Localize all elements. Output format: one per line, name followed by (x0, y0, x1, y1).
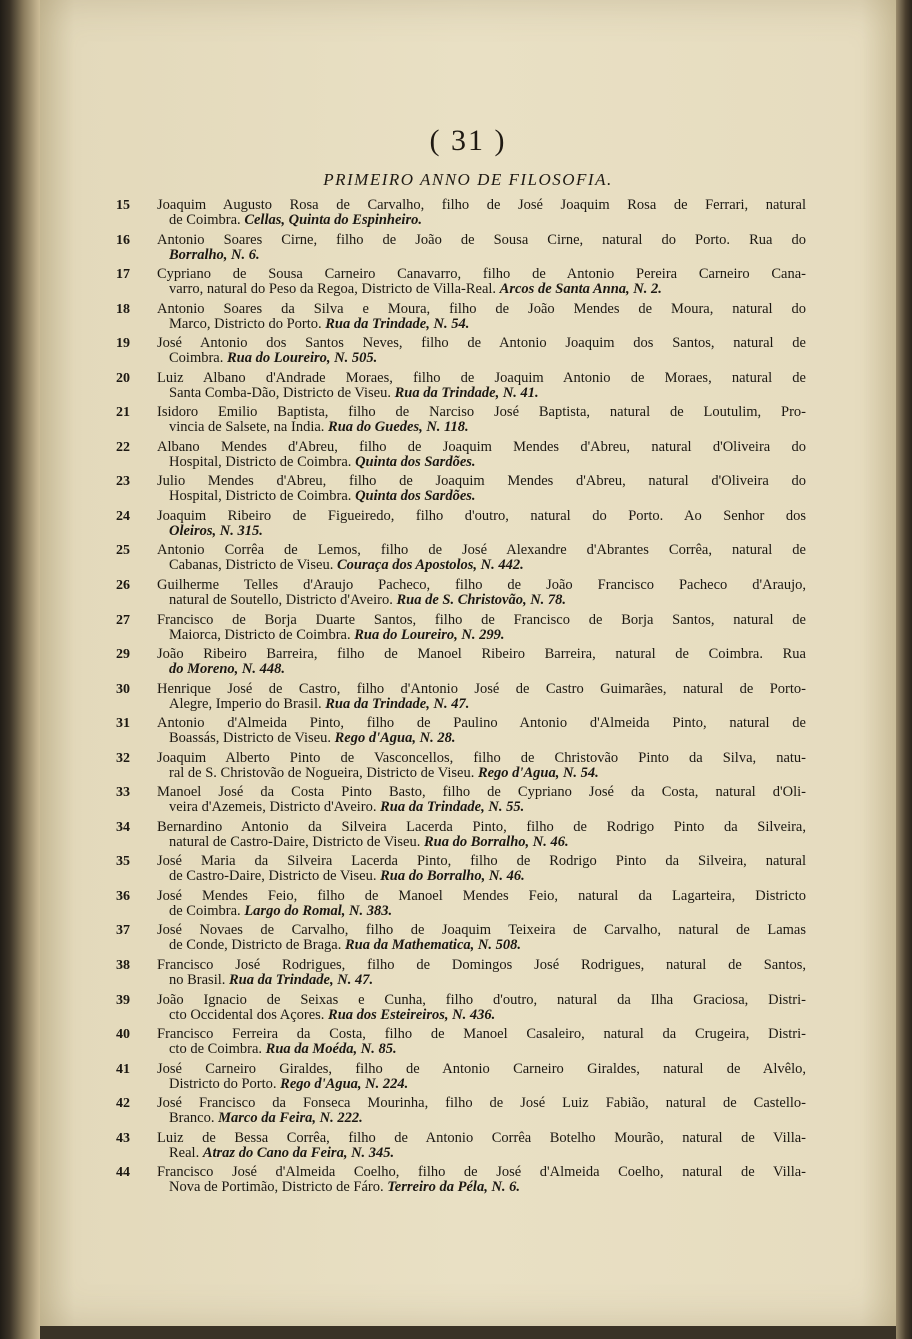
entry-origin: natural de Castro-Daire, Districto de Viseu. (169, 834, 424, 850)
entry-number: 30 (116, 681, 130, 697)
entry-line-2 (169, 248, 806, 263)
entry-line-1: Antonio Corrêa de Lemos, filho de José Alexandre d'Abrantes Corrêa, natural de (157, 543, 806, 559)
student-list (116, 198, 806, 1200)
entry-address: Rego d'Agua, N. 224. (280, 1076, 409, 1092)
entry-origin: cto de Coimbra. (169, 1042, 266, 1058)
entry-line-2 (169, 800, 806, 815)
list-item (116, 543, 806, 578)
entry-address: Oleiros, N. 315. (169, 523, 263, 539)
entry-line-1: Cypriano de Sousa Carneiro Canavarro, filho de Antonio Pereira Carneiro Cana- (157, 267, 806, 283)
entry-number: 21 (116, 405, 130, 421)
entry-line-2 (169, 1008, 806, 1023)
entry-address: Atraz do Cano da Feira, N. 345. (202, 1145, 395, 1161)
book-page (40, 0, 896, 1326)
entry-line-2 (169, 386, 806, 401)
entry-address: Rua da Trindade, N. 47. (229, 973, 374, 989)
entry-line-1: Francisco José Rodrigues, filho de Domingos José Rodrigues, natural de Santos, (157, 958, 806, 974)
entry-line-2 (169, 904, 806, 919)
entry-line-1: Joaquim Alberto Pinto de Vasconcellos, filho de Christovão Pinto da Silva, natu- (157, 750, 806, 766)
entry-number: 35 (116, 854, 130, 870)
list-item (116, 716, 806, 751)
entry-line-2 (169, 869, 806, 884)
entry-number: 18 (116, 301, 130, 317)
entry-origin: Coimbra. (169, 351, 227, 367)
entry-origin: Districto do Porto. (169, 1076, 281, 1092)
entry-line-2 (169, 558, 806, 573)
entry-line-2 (169, 1180, 806, 1195)
entry-address: Rua da Moéda, N. 85. (265, 1042, 397, 1058)
entry-line-2 (169, 662, 806, 677)
page-number: ( 31 ) (429, 124, 507, 157)
entry-address: do Moreno, N. 448. (169, 662, 286, 678)
entry-number: 26 (116, 578, 130, 594)
list-item (116, 1165, 806, 1200)
entry-address: Marco da Feira, N. 222. (218, 1111, 363, 1127)
entry-address: Arcos de Santa Anna, N. 2. (499, 282, 662, 298)
entry-address: Rua da Trindade, N. 41. (394, 385, 539, 401)
entry-number: 29 (116, 647, 130, 663)
entry-address: Terreiro da Péla, N. 6. (387, 1180, 521, 1196)
entry-number: 41 (116, 1061, 130, 1077)
entry-origin: de Conde, Districto de Braga. (169, 938, 345, 954)
entry-line-2 (169, 731, 806, 746)
entry-line-1: Albano Mendes d'Abreu, filho de Joaquim Mendes d'Abreu, natural d'Oliveira do (157, 439, 806, 455)
entry-line-1: Manoel José da Costa Pinto Basto, filho de Cypriano José da Costa, natural d'Oli- (157, 785, 806, 801)
entry-line-1: José Carneiro Giraldes, filho de Antonio Carneiro Giraldes, natural de Alvêlo, (157, 1061, 806, 1077)
entry-address: Quinta dos Sardões. (355, 489, 476, 505)
entry-line-2 (169, 1146, 806, 1161)
entry-line-2 (169, 524, 806, 539)
entry-line-1: José Mendes Feio, filho de Manoel Mendes Feio, natural da Lagarteira, Districto (157, 888, 806, 904)
entry-line-1: Joaquim Augusto Rosa de Carvalho, filho de José Joaquim Rosa de Ferrari, natural (157, 198, 806, 213)
list-item (116, 578, 806, 613)
entry-line-1: Francisco de Borja Duarte Santos, filho de Francisco de Borja Santos, natural de (157, 612, 806, 628)
entry-origin: Hospital, Districto de Coimbra. (169, 489, 356, 505)
entry-line-1: João Ignacio de Seixas e Cunha, filho d'outro, natural da Ilha Graciosa, Distri- (157, 992, 806, 1008)
entry-origin: Cabanas, Districto de Viseu. (169, 558, 337, 574)
entry-number: 31 (116, 716, 130, 732)
entry-origin: de Coimbra. (169, 213, 245, 228)
entry-address: Rua do Guedes, N. 118. (328, 420, 469, 436)
entry-address: Rego d'Agua, N. 54. (477, 765, 599, 781)
list-item (116, 405, 806, 440)
entry-address: Rego d'Agua, N. 28. (334, 731, 456, 747)
list-item (116, 440, 806, 475)
entry-origin: Hospital, Districto de Coimbra. (169, 454, 356, 470)
entry-number: 22 (116, 439, 130, 455)
entry-line-2 (169, 973, 806, 988)
entry-line-2 (169, 1042, 806, 1057)
entry-origin: Nova de Portimão, Districto de Fáro. (169, 1180, 388, 1196)
list-item (116, 474, 806, 509)
entry-line-1: José Maria da Silveira Lacerda Pinto, filho de Rodrigo Pinto da Silveira, natural (157, 854, 806, 870)
entry-address: Rua da Mathematica, N. 508. (344, 938, 521, 954)
entry-line-1: Bernardino Antonio da Silveira Lacerda Pinto, filho de Rodrigo Pinto da Silveira, (157, 819, 806, 835)
list-item (116, 302, 806, 337)
entry-origin: Marco, Districto do Porto. (169, 316, 326, 332)
entry-number: 15 (116, 198, 130, 213)
section-heading: PRIMEIRO ANNO DE FILOSOFIA. (323, 170, 613, 189)
entry-origin: cto Occidental dos Açores. (169, 1007, 329, 1023)
entry-number: 43 (116, 1130, 130, 1146)
entry-line-2 (169, 1111, 806, 1126)
entry-origin: no Brasil. (169, 973, 230, 989)
entry-line-2 (169, 317, 806, 332)
entry-origin: vincia de Salsete, na India. (169, 420, 329, 436)
entry-number: 32 (116, 750, 130, 766)
entry-address: Rua do Borralho, N. 46. (380, 869, 525, 885)
list-item (116, 785, 806, 820)
entry-line-2 (169, 1077, 806, 1092)
entry-address: Rua do Borralho, N. 46. (423, 834, 569, 850)
list-item (116, 889, 806, 924)
list-item (116, 336, 806, 371)
entry-origin: ral de S. Christovão de Nogueira, Districto de Viseu. (169, 765, 478, 781)
entry-origin: Maiorca, Districto de Coimbra. (169, 627, 355, 643)
entry-line-1: Antonio Soares Cirne, filho de João de Sousa Cirne, natural do Porto. Rua do (157, 232, 806, 248)
entry-line-1: Francisco José d'Almeida Coelho, filho de José d'Almeida Coelho, natural de Villa- (157, 1165, 806, 1181)
entry-origin: Santa Comba-Dão, Districto de Viseu. (169, 385, 395, 401)
list-item (116, 1027, 806, 1062)
entry-origin: de Castro-Daire, Districto de Viseu. (169, 869, 381, 885)
entry-number: 17 (116, 267, 130, 283)
list-item (116, 509, 806, 544)
entry-line-1: José Novaes de Carvalho, filho de Joaquim Teixeira de Carvalho, natural de Lamas (157, 923, 806, 939)
entry-line-2 (169, 593, 806, 608)
entry-line-1: Joaquim Ribeiro de Figueiredo, filho d'outro, natural do Porto. Ao Senhor dos (157, 508, 806, 524)
entry-line-2 (169, 455, 806, 470)
entry-address: Rua do Loureiro, N. 299. (354, 627, 505, 643)
entry-line-1: Luiz Albano d'Andrade Moraes, filho de Joaquim Antonio de Moraes, natural de (157, 370, 806, 386)
entry-number: 24 (116, 508, 130, 524)
entry-line-1: Julio Mendes d'Abreu, filho de Joaquim Mendes d'Abreu, natural d'Oliveira do (157, 474, 806, 490)
list-item (116, 267, 806, 302)
entry-address: Rua da Trindade, N. 55. (380, 800, 525, 816)
entry-address: Cellas, Quinta do Espinheiro. (244, 213, 422, 228)
entry-number: 37 (116, 923, 130, 939)
entry-origin: de Coimbra. (169, 903, 245, 919)
entry-number: 34 (116, 819, 130, 835)
entry-number: 20 (116, 370, 130, 386)
entry-line-2 (169, 420, 806, 435)
entry-number: 40 (116, 1027, 130, 1043)
list-item (116, 682, 806, 717)
entry-number: 16 (116, 232, 130, 248)
list-item (116, 820, 806, 855)
entry-address: Rua da Trindade, N. 54. (325, 316, 470, 332)
list-item (116, 854, 806, 889)
entry-origin: natural de Soutello, Districto d'Aveiro. (169, 593, 397, 609)
entry-line-1: Antonio Soares da Silva e Moura, filho de João Mendes de Moura, natural do (157, 301, 806, 317)
entry-origin: Real. (169, 1145, 203, 1161)
entry-line-1: José Antonio dos Santos Neves, filho de Antonio Joaquim dos Santos, natural de (157, 336, 806, 352)
entry-number: 23 (116, 474, 130, 490)
list-item (116, 371, 806, 406)
list-item (116, 1062, 806, 1097)
list-item (116, 1096, 806, 1131)
entry-number: 44 (116, 1165, 130, 1181)
entry-number: 25 (116, 543, 130, 559)
entry-line-2 (169, 282, 806, 297)
entry-number: 38 (116, 958, 130, 974)
entry-address: Rua dos Esteireiros, N. 436. (328, 1007, 496, 1023)
entry-line-1: Henrique José de Castro, filho d'Antonio José de Castro Guimarães, natural de Porto- (157, 681, 806, 697)
entry-origin: veira d'Azemeis, Districto d'Aveiro. (169, 800, 381, 816)
page-edge (896, 0, 912, 1339)
entry-line-1: Luiz de Bessa Corrêa, filho de Antonio Corrêa Botelho Mourão, natural de Villa- (157, 1130, 806, 1146)
entry-address: Couraça dos Apostolos, N. 442. (337, 558, 524, 574)
entry-line-2 (169, 766, 806, 781)
entry-number: 42 (116, 1096, 130, 1112)
entry-line-2 (169, 938, 806, 953)
entry-line-1: Francisco Ferreira da Costa, filho de Manoel Casaleiro, natural da Crugeira, Distri- (157, 1027, 806, 1043)
list-item (116, 751, 806, 786)
entry-address: Quinta dos Sardões. (355, 454, 476, 470)
entry-address: Largo do Romal, N. 383. (244, 903, 393, 919)
list-item (116, 1131, 806, 1166)
entry-line-2 (169, 351, 806, 366)
entry-address: Rua de S. Christovão, N. 78. (396, 593, 567, 609)
entry-number: 33 (116, 785, 130, 801)
entry-line-2 (169, 697, 806, 712)
entry-line-1: João Ribeiro Barreira, filho de Manoel Ribeiro Barreira, natural de Coimbra. Rua (157, 647, 806, 663)
entry-number: 19 (116, 336, 130, 352)
entry-number: 39 (116, 992, 130, 1008)
list-item (116, 923, 806, 958)
entry-origin: Branco. (169, 1111, 219, 1127)
entry-line-1: Isidoro Emilio Baptista, filho de Narciso José Baptista, natural de Loutulim, Pro- (157, 405, 806, 421)
entry-origin: varro, natural do Peso da Regoa, Districto de Villa-Real. (169, 282, 500, 298)
entry-line-2 (169, 628, 806, 643)
entry-number: 27 (116, 612, 130, 628)
entry-line-2 (169, 489, 806, 504)
list-item (116, 993, 806, 1028)
list-item (116, 198, 806, 233)
entry-line-1: Antonio d'Almeida Pinto, filho de Paulino Antonio d'Almeida Pinto, natural de (157, 716, 806, 732)
list-item (116, 613, 806, 648)
list-item (116, 647, 806, 682)
entry-line-2 (169, 213, 806, 228)
entry-line-2 (169, 835, 806, 850)
book-gutter (0, 0, 40, 1339)
list-item (116, 233, 806, 268)
page-bottom-edge (40, 1326, 896, 1339)
entry-address: Rua da Trindade, N. 47. (325, 696, 470, 712)
entry-address: Rua do Loureiro, N. 505. (227, 351, 378, 367)
entry-address: Borralho, N. 6. (169, 247, 260, 263)
list-item (116, 958, 806, 993)
entry-origin: Alegre, Imperio do Brasil. (169, 696, 326, 712)
entry-line-1: José Francisco da Fonseca Mourinha, filho de José Luiz Fabião, natural de Castello- (157, 1096, 806, 1112)
entry-origin: Boassás, Districto de Viseu. (169, 731, 335, 747)
entry-number: 36 (116, 888, 130, 904)
entry-line-1: Guilherme Telles d'Araujo Pacheco, filho de João Francisco Pacheco d'Araujo, (157, 578, 806, 594)
